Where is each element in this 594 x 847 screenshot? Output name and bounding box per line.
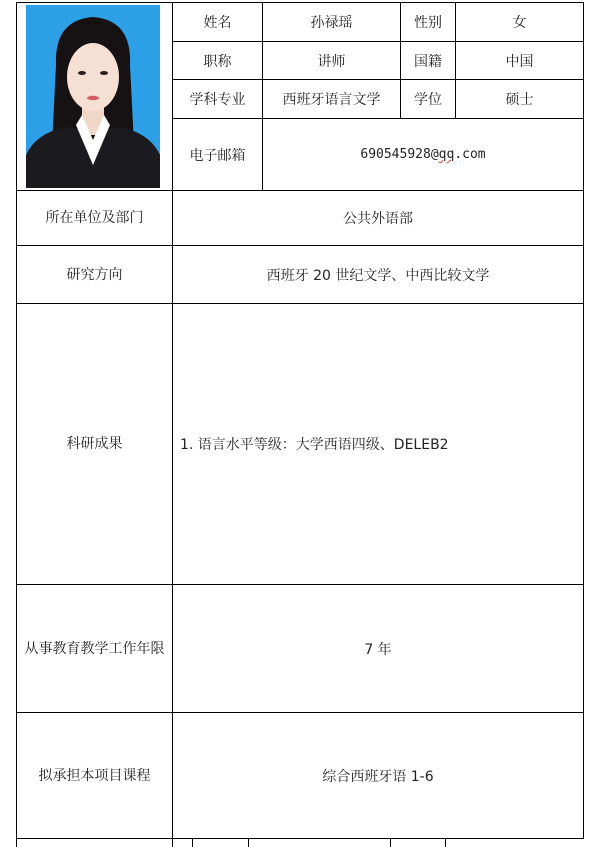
title-label: 职称 (203, 53, 232, 70)
major-value: 西班牙语言文学 (282, 92, 381, 108)
gender-label: 性别 (414, 15, 442, 31)
email-value (263, 119, 583, 190)
course-label: 拟承担本项目课程 (38, 767, 151, 784)
years-label: 从事教育教学工作年限 (24, 640, 165, 657)
email-prefix: 690545928@ (360, 147, 439, 162)
table-divider (16, 838, 584, 839)
department-label: 所在单位及部门 (45, 210, 144, 226)
table-divider (390, 838, 391, 847)
degree-value: 硕士 (505, 92, 534, 108)
name-label: 姓名 (203, 15, 232, 31)
achievements-label: 科研成果 (66, 436, 123, 452)
profile-photo (26, 5, 160, 188)
table-divider (248, 838, 249, 847)
email-suffix: .com (454, 147, 486, 162)
table-border-right (583, 2, 584, 839)
achievements-value: 1. 语言水平等级：大学西语四级、DELEB2 (180, 437, 449, 453)
research-value: 西班牙 20 世纪文学、中西比较文学 (266, 267, 490, 284)
table-divider (445, 838, 446, 847)
nationality-label: 国籍 (414, 53, 442, 70)
email-domain: qq (438, 147, 455, 162)
degree-label: 学位 (414, 92, 442, 108)
major-label: 学科专业 (189, 92, 246, 108)
email-label: 电子邮箱 (189, 147, 246, 164)
portrait-image (26, 5, 160, 188)
research-label: 研究方向 (66, 266, 123, 283)
nationality-value: 中国 (505, 53, 534, 70)
table-divider (192, 838, 193, 847)
department-value: 公共外语部 (343, 211, 413, 227)
name-value: 孙禄瑶 (310, 15, 353, 31)
years-value: 7 年 (364, 641, 392, 658)
gender-value: 女 (512, 15, 527, 31)
course-value: 综合西班牙语 1-6 (322, 768, 434, 785)
title-value: 讲师 (317, 53, 346, 70)
